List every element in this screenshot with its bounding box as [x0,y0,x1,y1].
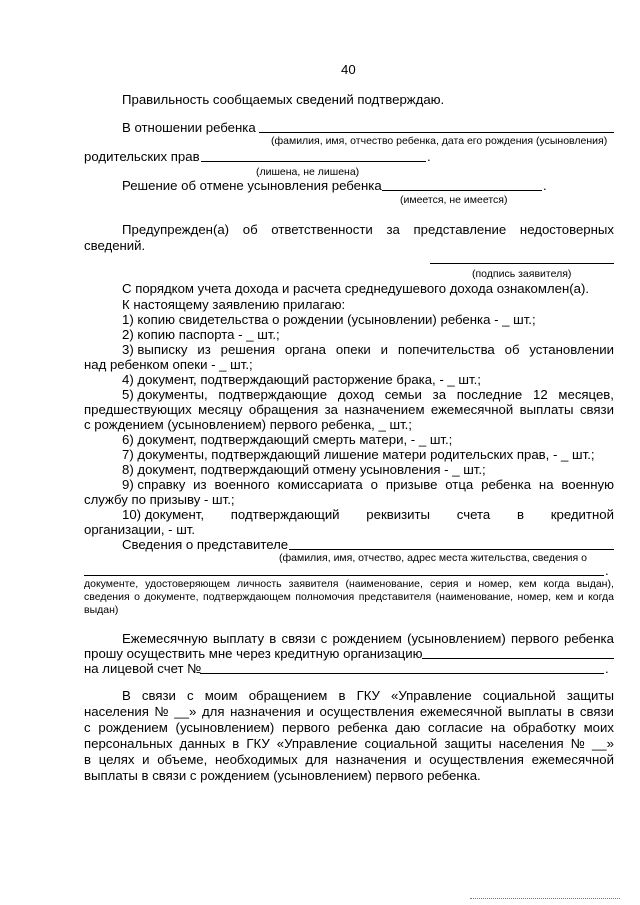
parental-rights-line [201,161,426,162]
warning-line-1: Предупрежден(а) об ответственности за представление недостоверных [122,222,614,237]
parental-rights-hint: (лишена, не лишена) [256,166,360,178]
attachment-3-line-1: 3) выписку из решения органа опеки и попечительства об установлении [122,342,614,357]
representative-details-line-2: сведения о документе, подтверждающем полномочия представителя (наименование, номер, кем и когда [84,591,614,603]
payment-line-3: на лицевой счет № [84,661,202,676]
attachment-5-line-1: 5) документы, подтверждающие доход семьи за последние 12 месяцев, [122,387,614,402]
attachment-2: 2) копию паспорта - _ шт.; [122,327,280,342]
bank-field-line [422,658,614,659]
payment-line-2: прошу осуществить мне через кредитную организацию [84,646,423,661]
attachment-10-line-2: организации, - шт. [84,522,196,537]
representative-details-line-1: документе, удостоверяющем личность заявителя (наименование, серия и номер, кем когда выдан), [84,578,614,590]
parental-rights-label: родительских прав [84,149,200,164]
consent-line-1: В связи с моим обращением в ГКУ «Управление социальной защиты [122,688,614,703]
attachment-3-line-2: над ребенком опеки - _ шт.; [84,357,253,372]
warning-line-2: сведений. [84,238,146,253]
attachment-8: 8) документ, подтверждающий отмену усыновления - _ шт.; [122,462,486,477]
adoption-label: Решение об отмене усыновления ребенка [122,178,382,193]
representative-details-line-3: выдан) [84,604,119,616]
account-field-line [200,673,604,674]
page-number: 40 [341,62,356,77]
attachment-4: 4) документ, подтверждающий расторжение брака, - _ шт.; [122,372,481,387]
adoption-dot: . [543,178,547,193]
attachment-9-line-1: 9) справку из военного комиссариата о призыве отца ребенка на военную [122,477,614,492]
attachment-5-line-3: с рождением (усыновлением) первого ребенка, _ шт.; [84,417,412,432]
attachment-10-line-1: 10) документ, подтверждающий реквизиты счета в кредитной [122,507,614,522]
attachment-7: 7) документы, подтверждающий лишение матери родительских прав, - _ шт.; [122,447,595,462]
payment-dot: . [605,661,609,676]
scan-artifact [470,898,620,899]
representative-line-2 [84,575,604,576]
attachment-5-line-2: предшествующих месяцу обращения за назначением ежемесячной выплаты связи [84,402,614,417]
representative-hint: (фамилия, имя, отчество, адрес места жительства, сведения о [279,552,587,564]
attachment-6: 6) документ, подтверждающий смерть матери, - _ шт.; [122,432,453,447]
consent-line-6: выплаты в связи с рождением (усыновлением) первого ребенка. [84,768,481,783]
consent-line-3: с рождением (усыновлением) первого ребенка даю согласие на обработку моих [84,720,614,735]
consent-line-5: в целях и объеме, необходимых для назначения и осуществления ежемесячной [84,752,614,767]
representative-label: Сведения о представителе [122,537,289,552]
child-field-line [259,132,614,133]
representative-dot: . [605,563,609,578]
payment-line-1: Ежемесячную выплату в связи с рождением (усыновлением) первого ребенка [122,631,614,646]
procedure-statement: С порядком учета дохода и расчета среднедушевого дохода ознакомлен(а). [122,281,590,296]
consent-line-2: населения № __» для назначения и осуществления ежемесячной выплаты в связи [84,704,614,719]
child-label: В отношении ребенка [122,120,256,135]
adoption-field-hint: (имеется, не имеется) [400,194,508,206]
representative-line [289,549,614,550]
child-field-hint: (фамилия, имя, отчество ребенка, дата его рождения (усыновления) [271,135,608,147]
consent-line-4: персональных данных в ГКУ «Управление социальной защиты населения № __» [84,736,614,751]
parental-rights-dot: . [427,149,431,164]
signature-hint: (подпись заявителя) [472,268,572,280]
signature-line [430,263,614,264]
confirm-statement: Правильность сообщаемых сведений подтверждаю. [122,92,445,107]
attachments-intro: К настоящему заявлению прилагаю: [122,297,346,312]
attachment-9-line-2: службу по призыву - шт.; [84,492,235,507]
adoption-field-line [382,190,542,191]
attachment-1: 1) копию свидетельства о рождении (усыновлении) ребенка - _ шт.; [122,312,536,327]
